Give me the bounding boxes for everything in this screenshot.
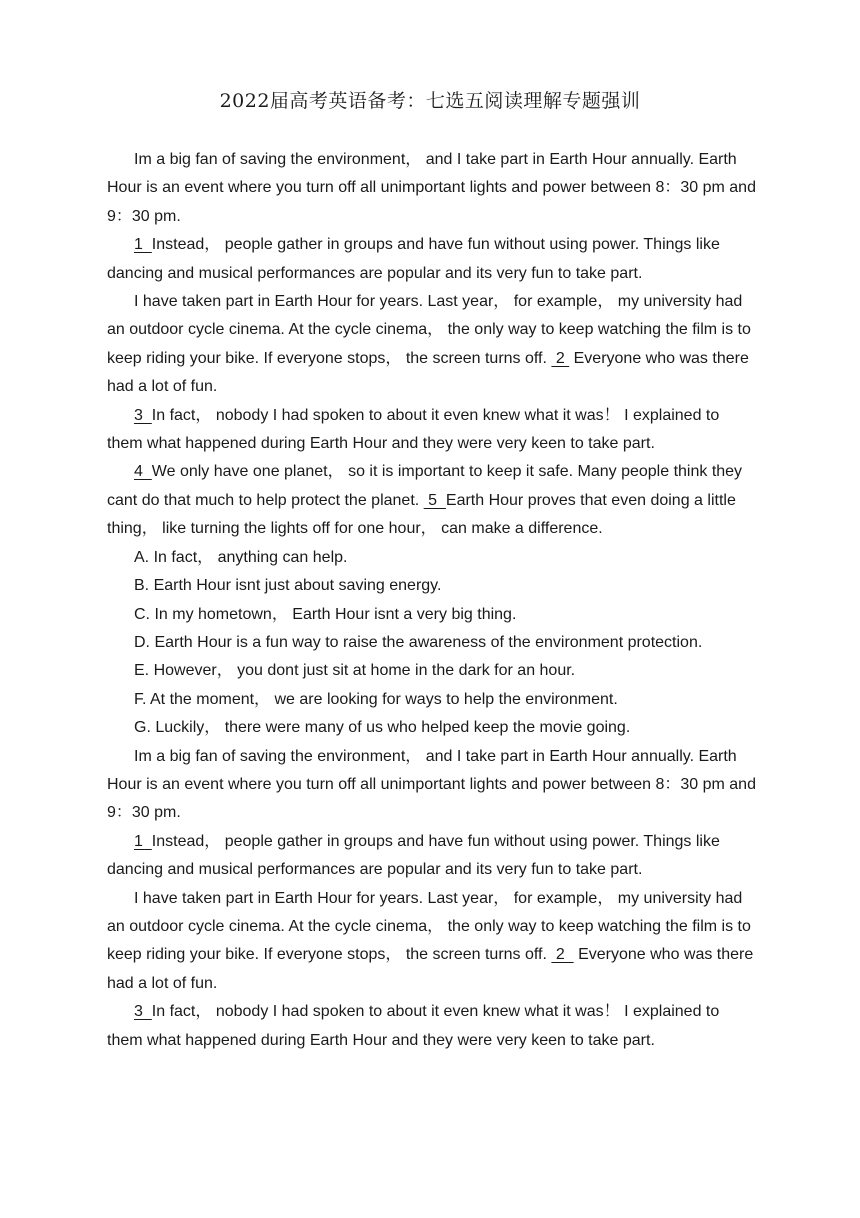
document-body [107, 146, 757, 1055]
paragraph-text: Everyone who was there had a lot of fun. [107, 946, 754, 992]
option-item: F. At the moment， we are looking for ways to help the environment. [134, 690, 618, 708]
option-item: E. However， you dont just sit at home in the dark for an hour. [134, 662, 576, 680]
passage-paragraph [107, 402, 757, 459]
document-title: 2022届高考英语备考：七选五阅读理解专题强训 [219, 90, 641, 112]
blank-marker: 4 [134, 463, 152, 481]
blank-marker: 1 [134, 236, 152, 254]
passage-paragraph [107, 458, 757, 543]
passage-paragraph [107, 146, 757, 231]
passage-paragraph [107, 998, 757, 1055]
blank-marker: 3 [134, 406, 152, 424]
passage-paragraph [107, 885, 757, 999]
paragraph-text: In fact， nobody I had spoken to about it even knew what it was！ I explained to them what happened during Earth Hour and they were very keen to take part. [107, 406, 720, 453]
option-item: A. In fact， anything can help. [134, 548, 348, 566]
blank-marker: 1 [134, 832, 152, 850]
blank-marker: 3 [134, 1003, 152, 1021]
paragraph-text: Instead， people gather in groups and have fun without using power. Things like dancing and musical performances are popular and its very fun to take part. [107, 236, 720, 282]
option-item: D. Earth Hour is a fun way to raise the awareness of the environment protection. [134, 633, 703, 651]
paragraph-text: I have taken part in Earth Hour for years. Last year， for example， my university had an outdoor cycle cinema. At the cycle cinema， the only way to keep watching the film is to keep riding your bike. If everyone stops， the screen turns off. [107, 889, 751, 964]
paragraph-text: I have taken part in Earth Hour for years. Last year， for example， my university had an outdoor cycle cinema. At the cycle cinema， the only way to keep watching the film is to keep riding your bike. If everyone stops， the screen turns off. [107, 293, 751, 367]
paragraph-text: Everyone who was there had a lot of fun. [107, 349, 749, 396]
paragraph-text: Earth Hour proves that even doing a little thing， like turning the lights off for one hour， can make a difference. [107, 491, 736, 538]
blank-marker: 5 [423, 491, 446, 509]
passage-paragraph [107, 743, 757, 828]
answer-options [107, 544, 757, 743]
paragraph-text: Im a big fan of saving the environment， and I take part in Earth Hour annually. Earth Hour is an event where you turn off all unimportant lights and power between 8：30 pm and 9：30 pm. [107, 747, 756, 822]
paragraph-text: We only have one planet， so it is important to keep it safe. Many people think they cant do that much to help protect the planet. [107, 463, 743, 509]
paragraph-text: In fact， nobody I had spoken to about it even knew what it was！ I explained to them what happened during Earth Hour and they were very keen to take part. [107, 1003, 720, 1049]
passage-paragraph [107, 231, 757, 288]
paragraph-text: Instead， people gather in groups and have fun without using power. Things like dancing and musical performances are popular and its very fun to take part. [107, 832, 720, 879]
option-item: C. In my hometown， Earth Hour isnt a very big thing. [134, 605, 517, 623]
option-item: G. Luckily， there were many of us who helped keep the movie going. [134, 719, 631, 737]
passage-paragraph [107, 828, 757, 885]
paragraph-text: Im a big fan of saving the environment， and I take part in Earth Hour annually. Earth Hour is an event where you turn off all unimportant lights and power between 8：30 pm and 9：30 pm. [107, 151, 756, 225]
blank-marker: 2 [551, 946, 574, 964]
blank-marker: 2 [551, 349, 570, 367]
passage-paragraph [107, 288, 757, 402]
option-item: B. Earth Hour isnt just about saving energy. [134, 577, 442, 595]
